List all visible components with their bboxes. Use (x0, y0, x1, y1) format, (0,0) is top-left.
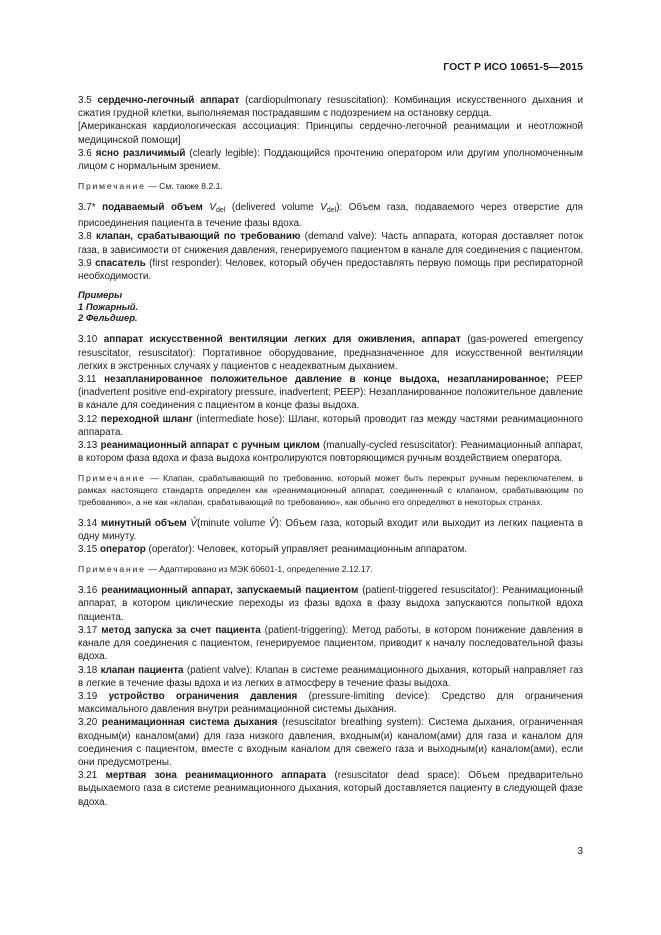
term-definition: (clearly legible): Поддающийся прочтению оператором или другим уполномоченным лицом с нормальным зрением. (78, 147, 584, 173)
term-definition: (patient-triggering): Метод работы, в котором понижение давления в канале для соединения с пациентом, генерируемое пациентом, приводит к началу последовательной фазы вдоха. (78, 624, 584, 663)
term-number: 3.8 (78, 231, 92, 243)
example-item: 2 Фельдшер. (78, 312, 138, 324)
term-number: 3.16 (78, 585, 98, 597)
term-number: 3.14 (78, 517, 98, 529)
term-number: 3.19 (78, 690, 98, 702)
term-3-8 (78, 230, 583, 256)
source-citation: [Американская кардиологическая ассоциация: Принципы сердечно-легочной реанимации и неотложной медицинской помощи] (78, 121, 583, 146)
term-3-18 (78, 664, 583, 690)
term-title: оператор (99, 544, 146, 556)
term-title: клапан пациента (100, 664, 184, 676)
term-number: 3.13 (78, 440, 98, 452)
term-3-7 (78, 201, 583, 230)
term-title: минутный объем (100, 517, 191, 529)
term-number: 3.6 (78, 147, 92, 159)
document-header: ГОСТ Р ИСО 10651-5—2015 (443, 62, 583, 73)
term-title: ясно различимый (95, 147, 186, 159)
term-3-15 (78, 543, 583, 556)
term-3-12 (78, 413, 583, 439)
term-number: 3.9 (78, 257, 92, 269)
term-definition: (cardiopulmonary resuscitation): Комбинация искусственного дыхания и сжатия грудной клетки, выполняемая пострадавшим с подозрением на остановку сердца. (78, 95, 583, 120)
note-2 (78, 473, 583, 508)
term-definition: ): Объем газа, подаваемого через отверстие для присоединения пациента в течение фазы вдоха. (78, 202, 583, 230)
term-3-10 (78, 333, 583, 373)
term-definition: (patient valve): Клапан в системе реанимационного дыхания, который направляет газ в легкие в течение фазы вдоха и из легких в атмосферу в течение фазы выдоха. (78, 664, 583, 689)
term-3-17 (78, 624, 583, 664)
term-title: реанимационный аппарат с ручным циклом (100, 440, 320, 452)
term-definition: (manually-cycled resuscitator): Реанимационный аппарат, в котором фаза вдоха и фаза выдоха контролируются повторяющимся ручным воздействием оператора. (78, 440, 583, 465)
term-title: аппарат искусственной вентиляции легких для оживления, аппарат (103, 334, 461, 346)
term-number: 3.15 (78, 544, 98, 556)
term-definition: (resuscitator breathing system): Система дыхания, ограниченная входным(и) каналом(ами) для газа низкого давления, входным(и) каналом(ами) для газа и каналом для соединения с пациентом, вместе с входным каналом для свежего газа и выходным(и) каналом(ами), если они предусмотрены. (78, 717, 583, 768)
symbol-v-dot: V̊ (269, 517, 276, 529)
symbol-v: V (209, 202, 216, 214)
symbol-subscript: del (216, 207, 226, 215)
example-item: 1 Пожарный. (78, 300, 139, 312)
term-definition: (demand valve): Часть аппарата, которая доставляет поток газа, в зависимости от снижения давления, генерируемого пациентом в канале для соединения с пациентом. (78, 231, 584, 256)
note-label: Примечание (78, 473, 146, 484)
term-title: реанимационный аппарат, запускаемый пациентом (101, 585, 359, 597)
term-title: сердечно-легочный аппарат (97, 95, 240, 106)
term-title: устройство ограничения давления (108, 690, 298, 702)
note-text: — См. также 8.2.1. (145, 181, 223, 192)
document-body (78, 94, 583, 809)
term-3-19 (78, 690, 583, 716)
term-number: 3.11 (78, 374, 97, 386)
term-definition: PEEP (inadvertent positive end-expiratory pressure, inadvertent; PEEP): Незапланированное положительное давление в канале для соединения с пациентом в конце фазы выдоха. (78, 374, 583, 412)
symbol-v: V (320, 202, 327, 214)
term-number: 3.18 (78, 664, 98, 676)
note-1 (78, 181, 583, 193)
term-number: 3.21 (78, 770, 98, 782)
symbol-v-dot: V̊ (190, 517, 197, 529)
examples-title: Примеры (78, 289, 123, 301)
term-3-14 (78, 517, 583, 543)
term-title: переходной шланг (100, 413, 193, 425)
term-3-16 (78, 584, 583, 624)
note-label: Примечание (78, 181, 146, 192)
term-definition: (intermediate hose): Шланг, который проводит газ между частями реанимационного аппарата. (78, 413, 583, 438)
note-text: — Адаптировано из МЭК 60601-1, определение 2.12.17. (145, 564, 373, 575)
term-3-11 (78, 373, 583, 413)
term-3-5 (78, 94, 583, 120)
page-number: 3 (577, 846, 583, 857)
term-3-13 (78, 439, 583, 465)
note-3 (78, 564, 583, 576)
term-3-9 (78, 257, 583, 283)
term-definition: ): Объем газа, который входит или выходит из легких пациента в одну минуту. (78, 517, 583, 543)
term-number: 3.20 (78, 717, 98, 729)
term-definition: (resuscitator dead space): Объем предварительно выдыхаемого газа в системе реанимационного дыхания, который доставляется пациенту в следующей фазе вдоха. (78, 770, 584, 808)
term-english: (minute volume (196, 517, 270, 529)
term-3-20 (78, 716, 583, 769)
term-number: 3.10 (78, 334, 98, 346)
term-definition: (patient-triggered resuscitator): Реанимационный аппарат, в котором циклические переходы из фазы вдоха в фазу выдоха запускаются попыткой вдоха пациента. (78, 585, 583, 623)
term-title: мертвая зона реанимационного аппарата (105, 770, 327, 782)
term-title: реанимационная система дыхания (101, 717, 278, 729)
term-number: 3.7* (78, 202, 96, 214)
term-3-21 (78, 769, 583, 809)
term-definition: (operator): Человек, который управляет реанимационным аппаратом. (145, 544, 468, 556)
term-3-6 (78, 147, 583, 173)
term-definition: (pressure-limiting device): Средство для ограничения максимального давления внутри реанимационной системы дыхания. (78, 690, 583, 716)
term-number: 3.12 (78, 413, 98, 425)
term-number: 3.17 (78, 624, 98, 636)
term-3-5-source (78, 120, 583, 146)
term-title: спасатель (95, 257, 146, 269)
term-number: 3.5 (78, 95, 92, 106)
term-title: незапланированное положительное давление в конце выдоха, незапланированное; (104, 374, 549, 386)
term-english: (delivered volume (225, 202, 321, 214)
symbol-subscript: del (326, 207, 337, 215)
term-definition: (first responder): Человек, который обучен предоставлять первую помощь при респираторной необходимости. (78, 257, 583, 283)
note-text: — Клапан, срабатывающий по требованию, который может быть перекрыт ручным переключателем, в рамках настоящего стандарта определен как «реанимационный аппарат, соединенный с клапаном, срабатывающим по требованию», а не как «клапан, срабатывающий по требованию», как обычно его определяют в некоторых странах. (78, 473, 583, 508)
term-title: клапан, срабатывающий по требованию (96, 231, 301, 243)
term-title: метод запуска за счет пациента (101, 624, 261, 636)
examples-block (78, 289, 583, 323)
term-title: подаваемый объем (102, 202, 210, 214)
term-definition: (gas-powered emergency resuscitator, resuscitator): Портативное оборудование, предназначенное для искусственной вентиляции легких в экстренных случаях у пациентов с неадекватным дыханием. (78, 334, 583, 372)
note-label: Примечание (78, 564, 146, 575)
